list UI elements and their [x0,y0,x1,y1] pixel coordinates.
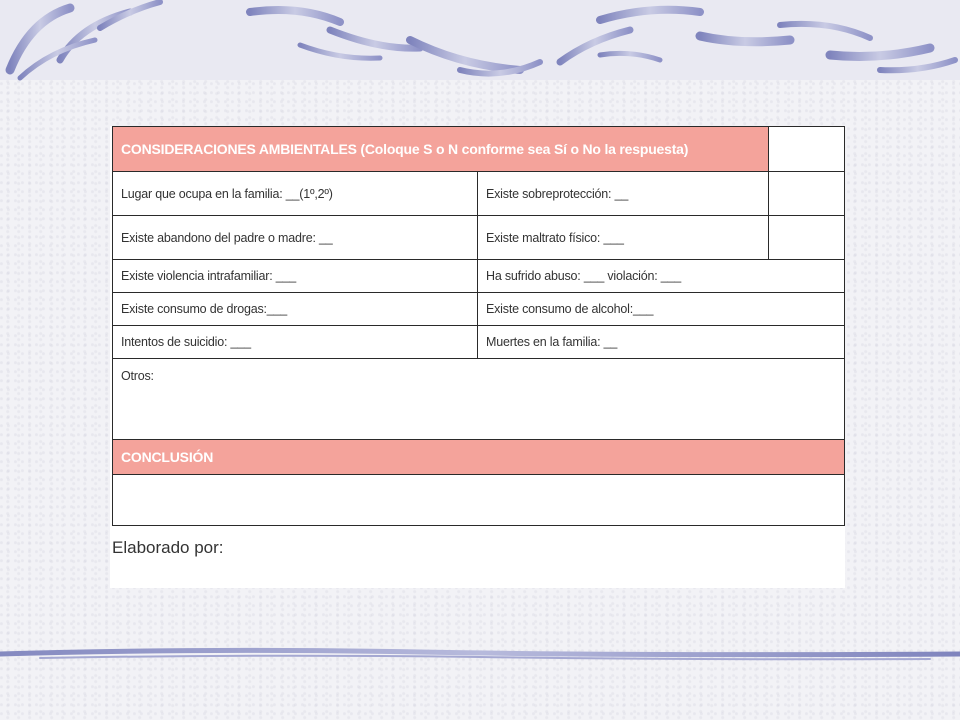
section-header: CONSIDERACIONES AMBIENTALES (Coloque S o N conforme sea Sí o No la respuesta) [113,127,769,172]
form-document [110,126,845,588]
field-violencia: Existe violencia intrafamiliar: ___ [113,260,478,293]
header-blank-cell [769,127,845,172]
field-lugar-familia: Lugar que ocupa en la familia: __(1º,2º) [113,172,478,216]
field-suicidio: Intentos de suicidio: ___ [113,326,478,359]
field-otros: Otros: [113,359,845,440]
field-drogas: Existe consumo de drogas:___ [113,293,478,326]
field-sobreproteccion: Existe sobreprotección: __ [478,172,769,216]
field-alcohol: Existe consumo de alcohol:___ [478,293,845,326]
conclusion-header: CONCLUSIÓN [113,440,845,475]
field-maltrato: Existe maltrato físico: ___ [478,216,769,260]
top-decorative-brush-strokes [0,0,960,85]
field-abuso: Ha sufrido abuso: ___ violación: ___ [478,260,845,293]
bottom-decorative-brush-stroke [0,640,960,670]
field-abandono: Existe abandono del padre o madre: __ [113,216,478,260]
environmental-considerations-table [112,126,845,526]
field-muertes: Muertes en la familia: __ [478,326,845,359]
blank-cell [769,216,845,260]
elaborado-por-label: Elaborado por: [112,538,224,557]
conclusion-body [113,475,845,526]
blank-cell [769,172,845,216]
